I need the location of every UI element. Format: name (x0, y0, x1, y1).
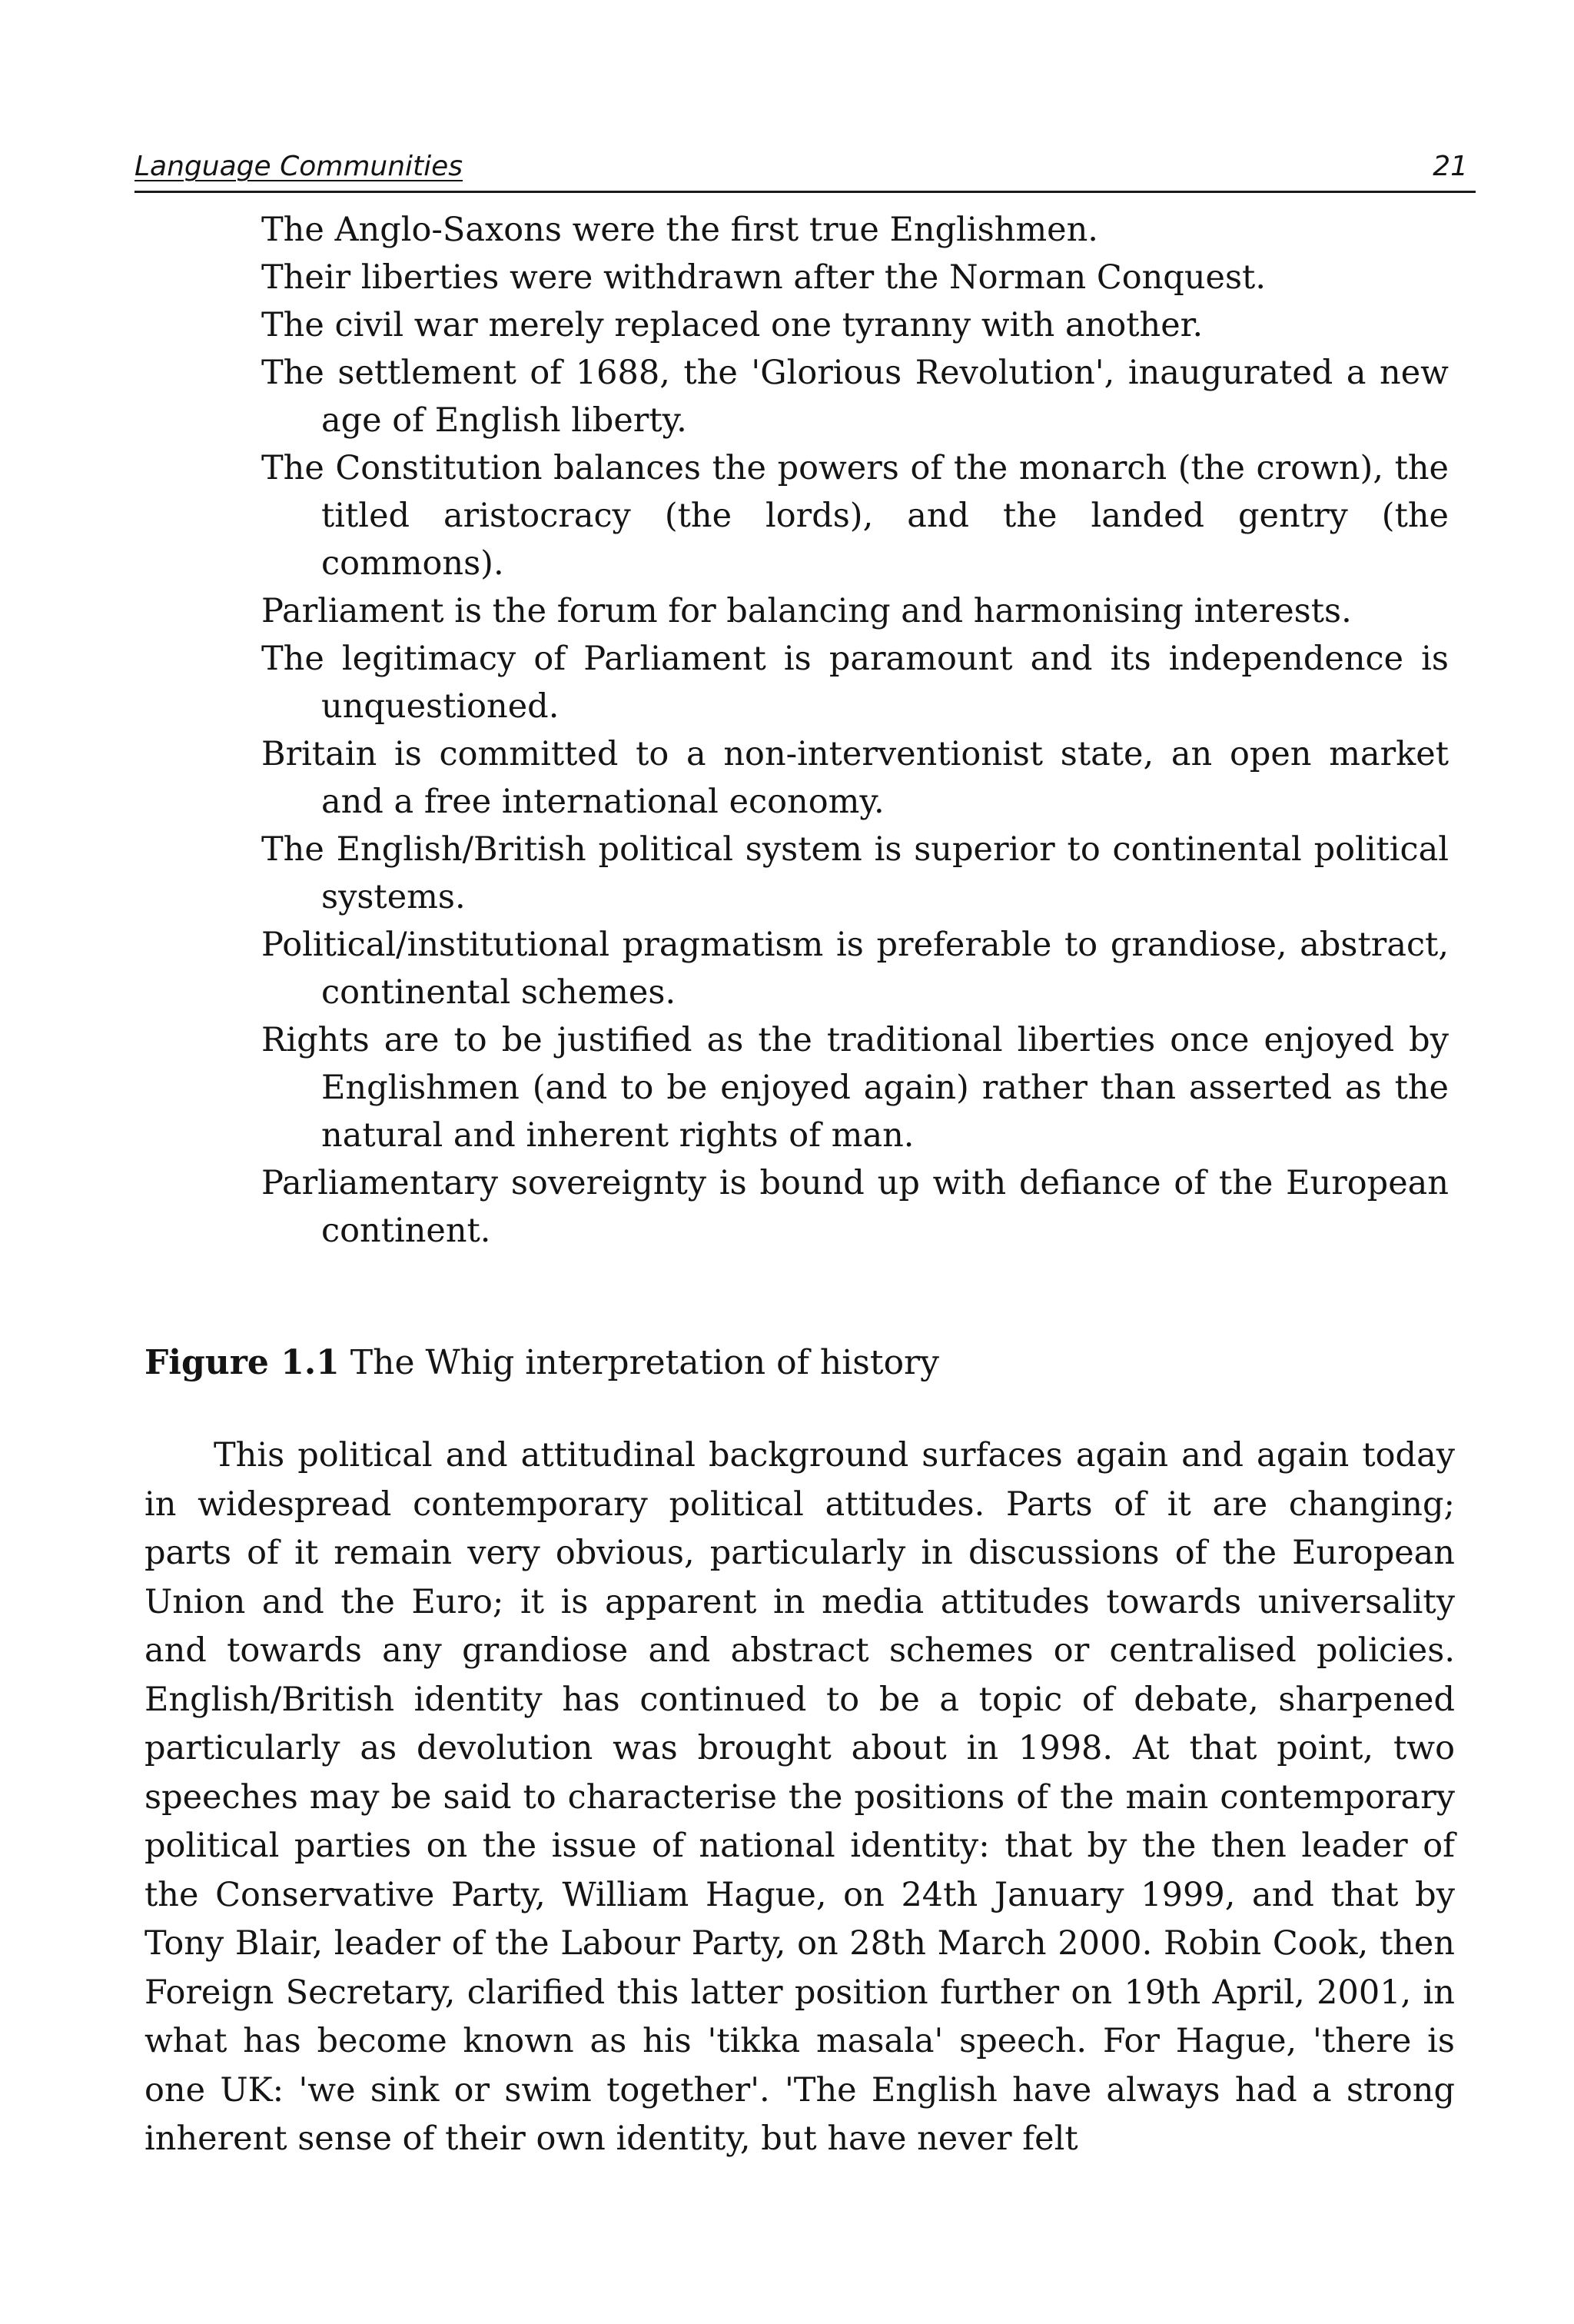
figure-statement: Parliamentary sovereignty is bound up with defiance of the European continent. (261, 1164, 1449, 1250)
figure-statement: Parliament is the forum for balancing and harmonising interests. (261, 592, 1352, 630)
figure-statement: The Constitution balances the powers of the monarch (the crown), the titled aristocracy (the lords), and the landed gentry (the commons). (261, 449, 1449, 583)
figure-caption-text: The Whig interpretation of history (339, 1343, 939, 1382)
running-title: Language Communities (134, 151, 463, 182)
figure-statement: The Anglo-Saxons were the first true Englishmen. (261, 211, 1098, 249)
figure-statement: The civil war merely replaced one tyranny with another. (261, 306, 1204, 344)
figure-statement: The settlement of 1688, the 'Glorious Revolution', inaugurated a new age of English liberty. (261, 354, 1449, 440)
figure-statement: Their liberties were withdrawn after the Norman Conquest. (261, 258, 1266, 297)
figure-statement-list (261, 206, 1449, 1255)
figure-caption (144, 1339, 939, 1387)
figure-statement: The English/British political system is superior to continental political systems. (261, 830, 1449, 916)
figure-statement: The legitimacy of Parliament is paramount and its independence is unquestioned. (261, 640, 1449, 726)
body-paragraph: This political and attitudinal background surfaces again and again today in widespread contemporary political attitudes. Parts of it are changing; parts of it remain very obvious, particularly in discussions of the European Union and the Euro; it is apparent in media attitudes towards universality and towards any grandiose and abstract schemes or centralised policies. English/British identity has continued to be a topic of debate, sharpened particularly as devolution was brought about in 1998. At that point, two speeches may be said to characterise the positions of the main contemporary political parties on the issue of national identity: that by the then leader of the Conservative Party, William Hague, on 24th January 1999, and that by Tony Blair, leader of the Labour Party, on 28th March 2000. Robin Cook, then Foreign Secretary, clarified this latter position further on 19th April, 2001, in what has become known as his 'tikka masala' speech. For Hague, 'there is one UK: 'we sink or swim together'. 'The English have always had a strong inherent sense of their own identity, but have never felt (144, 1436, 1455, 2158)
figure-statement: Rights are to be justified as the traditional liberties once enjoyed by Englishmen (and to be enjoyed again) rather than asserted as the natural and inherent rights of man. (261, 1021, 1449, 1155)
figure-statement: Britain is committed to a non-interventionist state, an open market and a free international economy. (261, 735, 1449, 821)
page-number: 21 (1433, 151, 1468, 182)
figure-statement: Political/institutional pragmatism is preferable to grandiose, abstract, continental schemes. (261, 926, 1449, 1012)
figure-caption-label: Figure 1.1 (144, 1343, 340, 1382)
running-head (134, 151, 1476, 193)
